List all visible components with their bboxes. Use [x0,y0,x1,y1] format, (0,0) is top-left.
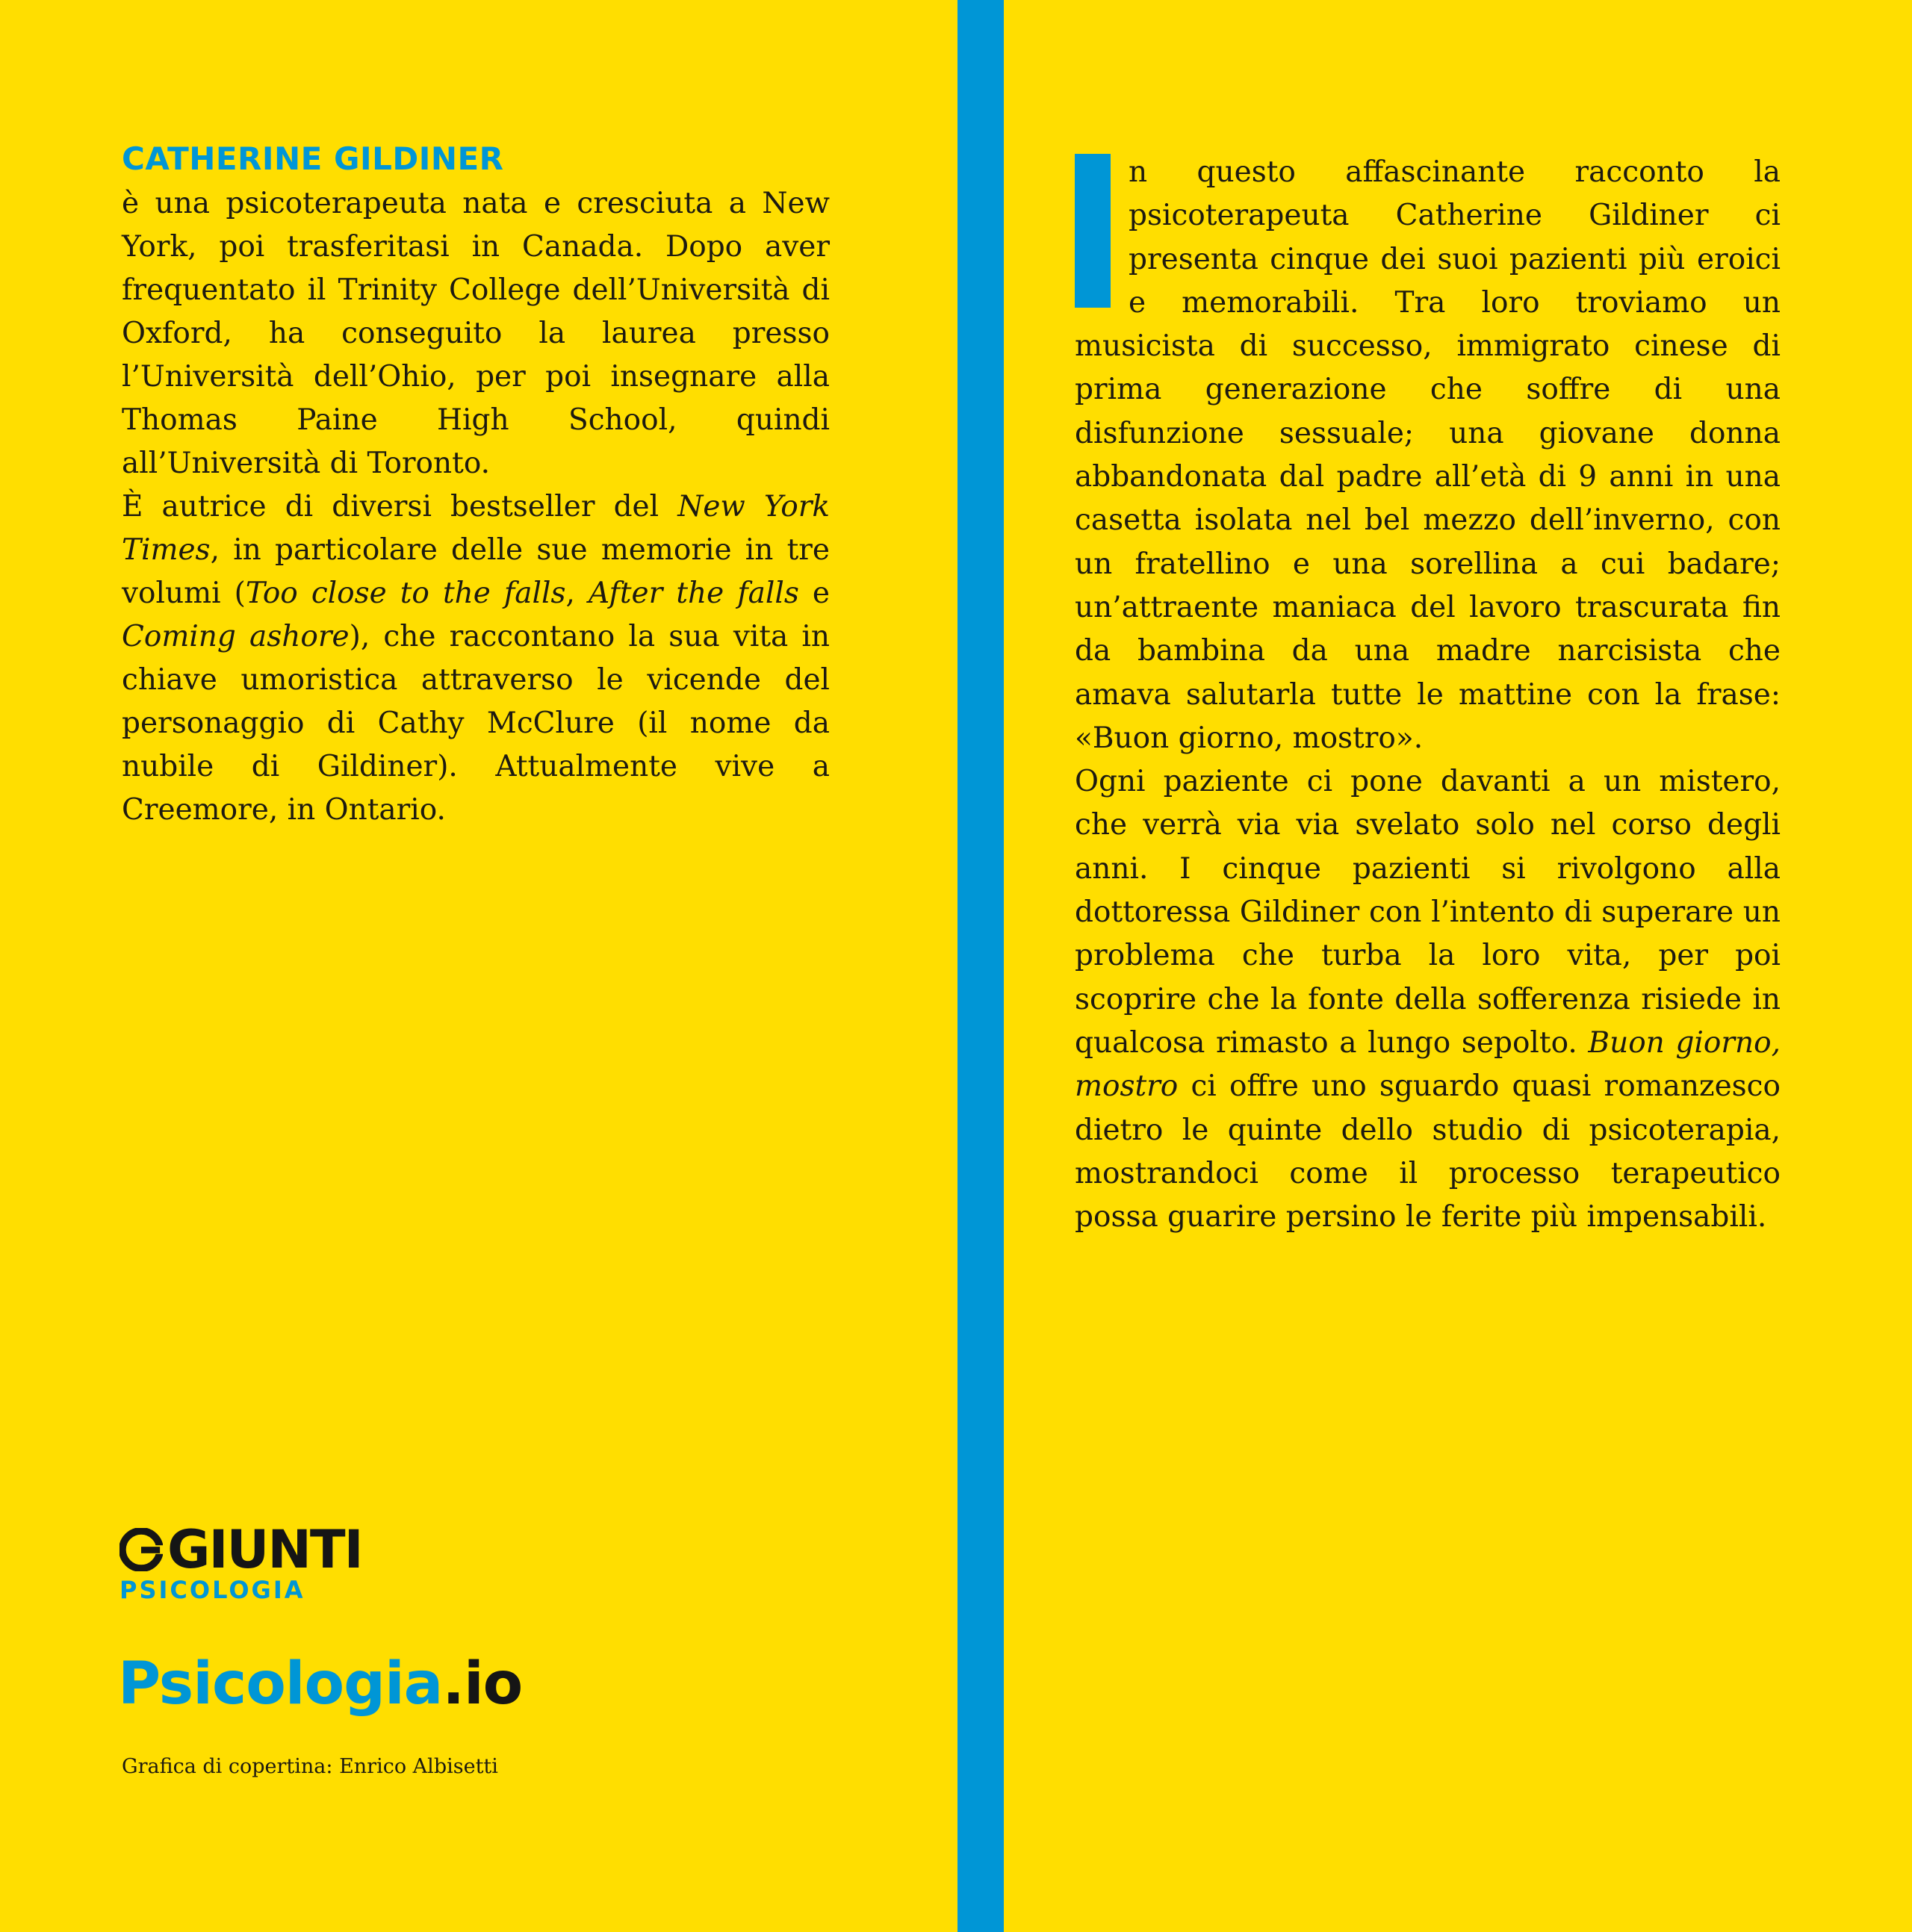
website-logo [118,1650,522,1718]
spine-stripe [957,0,1004,1932]
website-tld: .io [442,1650,523,1718]
blurb-text: n questo affascinante racconto la psicoterapeuta Catherine Gildiner ci presenta cinque dei suoi pazienti più eroici e memorabili. Tra loro troviamo un musicista di successo, immigrato cinese di prima generazione che soffre di una disfunzione sessuale; una giovane donna abbandonata dal padre all’età di 9 anni in una casetta isolata nel bel mezzo dell’inverno, con un fratellino e una sorellina a cui badare; un’attraente maniaca del lavoro trascurata fin da bambina da una madre narcisista che amava salutarla tutte le mattine con la frase: «Buon giorno, mostro». [1075,155,1781,755]
bio-text: e [798,577,831,610]
publisher-name: GIUNTI [167,1519,362,1580]
dropcap-block [1075,154,1111,308]
author-name: CATHERINE GILDINER [122,140,504,177]
bio-text: , [565,577,589,610]
book-title-1: Too close to the falls [245,577,566,610]
bio-text: , in particolare delle sue memorie in tre volumi ( [122,533,830,610]
book-title-3: Coming ashore [122,620,350,653]
cover-credit: Grafica di copertina: Enrico Albisetti [122,1755,498,1778]
book-title-2: After the falls [588,577,799,610]
bio-text: È autrice di diversi bestseller del [122,490,678,524]
book-title-nyt: New York Times [122,490,830,567]
website-name: Psicologia [118,1650,443,1718]
giunti-g-logo-icon [120,1528,163,1571]
blurb-text: Ogni paziente ci pone davanti a un mistero, che verrà via via svelato solo nel corso degli anni. I cinque pazienti si rivolgono alla dottoressa Gildiner con l’intento di superare un problema che turba la loro vita, per poi scoprire che la fonte della sofferenza risiede in qualcosa rimasto a lungo sepolto. [1075,765,1781,1060]
blurb [1075,151,1781,1239]
book-title: Buon giorno, mostro [1075,1025,1781,1104]
publisher-imprint: PSICOLOGIA [120,1576,305,1604]
publisher-logo [120,1519,373,1604]
blurb-text: ci offre uno sguardo quasi romanzesco dietro le quinte dello studio di psicoterapia, mostrandoci come il processo terapeutico possa guarire persino le ferite più impensabili. [1075,1069,1781,1234]
bio-text: ), che raccontano la sua vita in chiave umoristica attraverso le vicende del personaggio di Cathy McClure (il nome da nubile di Gildiner). Attualmente vive a Creemore, in Ontario. [122,620,830,827]
author-bio [122,136,830,832]
bio-paragraph-1: è una psicoterapeuta nata e cresciuta a New York, poi trasferitasi in Canada. Dopo aver frequentato il Trinity College dell’Università di Oxford, ha conseguito la laurea presso l’Università dell’Ohio, per poi insegnare alla Thomas Paine High School, quindi all’Università di Toronto. [122,187,830,480]
blurb-paragraph-1 [1075,151,1781,760]
bio-paragraph-2 [122,485,830,832]
blurb-paragraph-2 [1075,760,1781,1239]
